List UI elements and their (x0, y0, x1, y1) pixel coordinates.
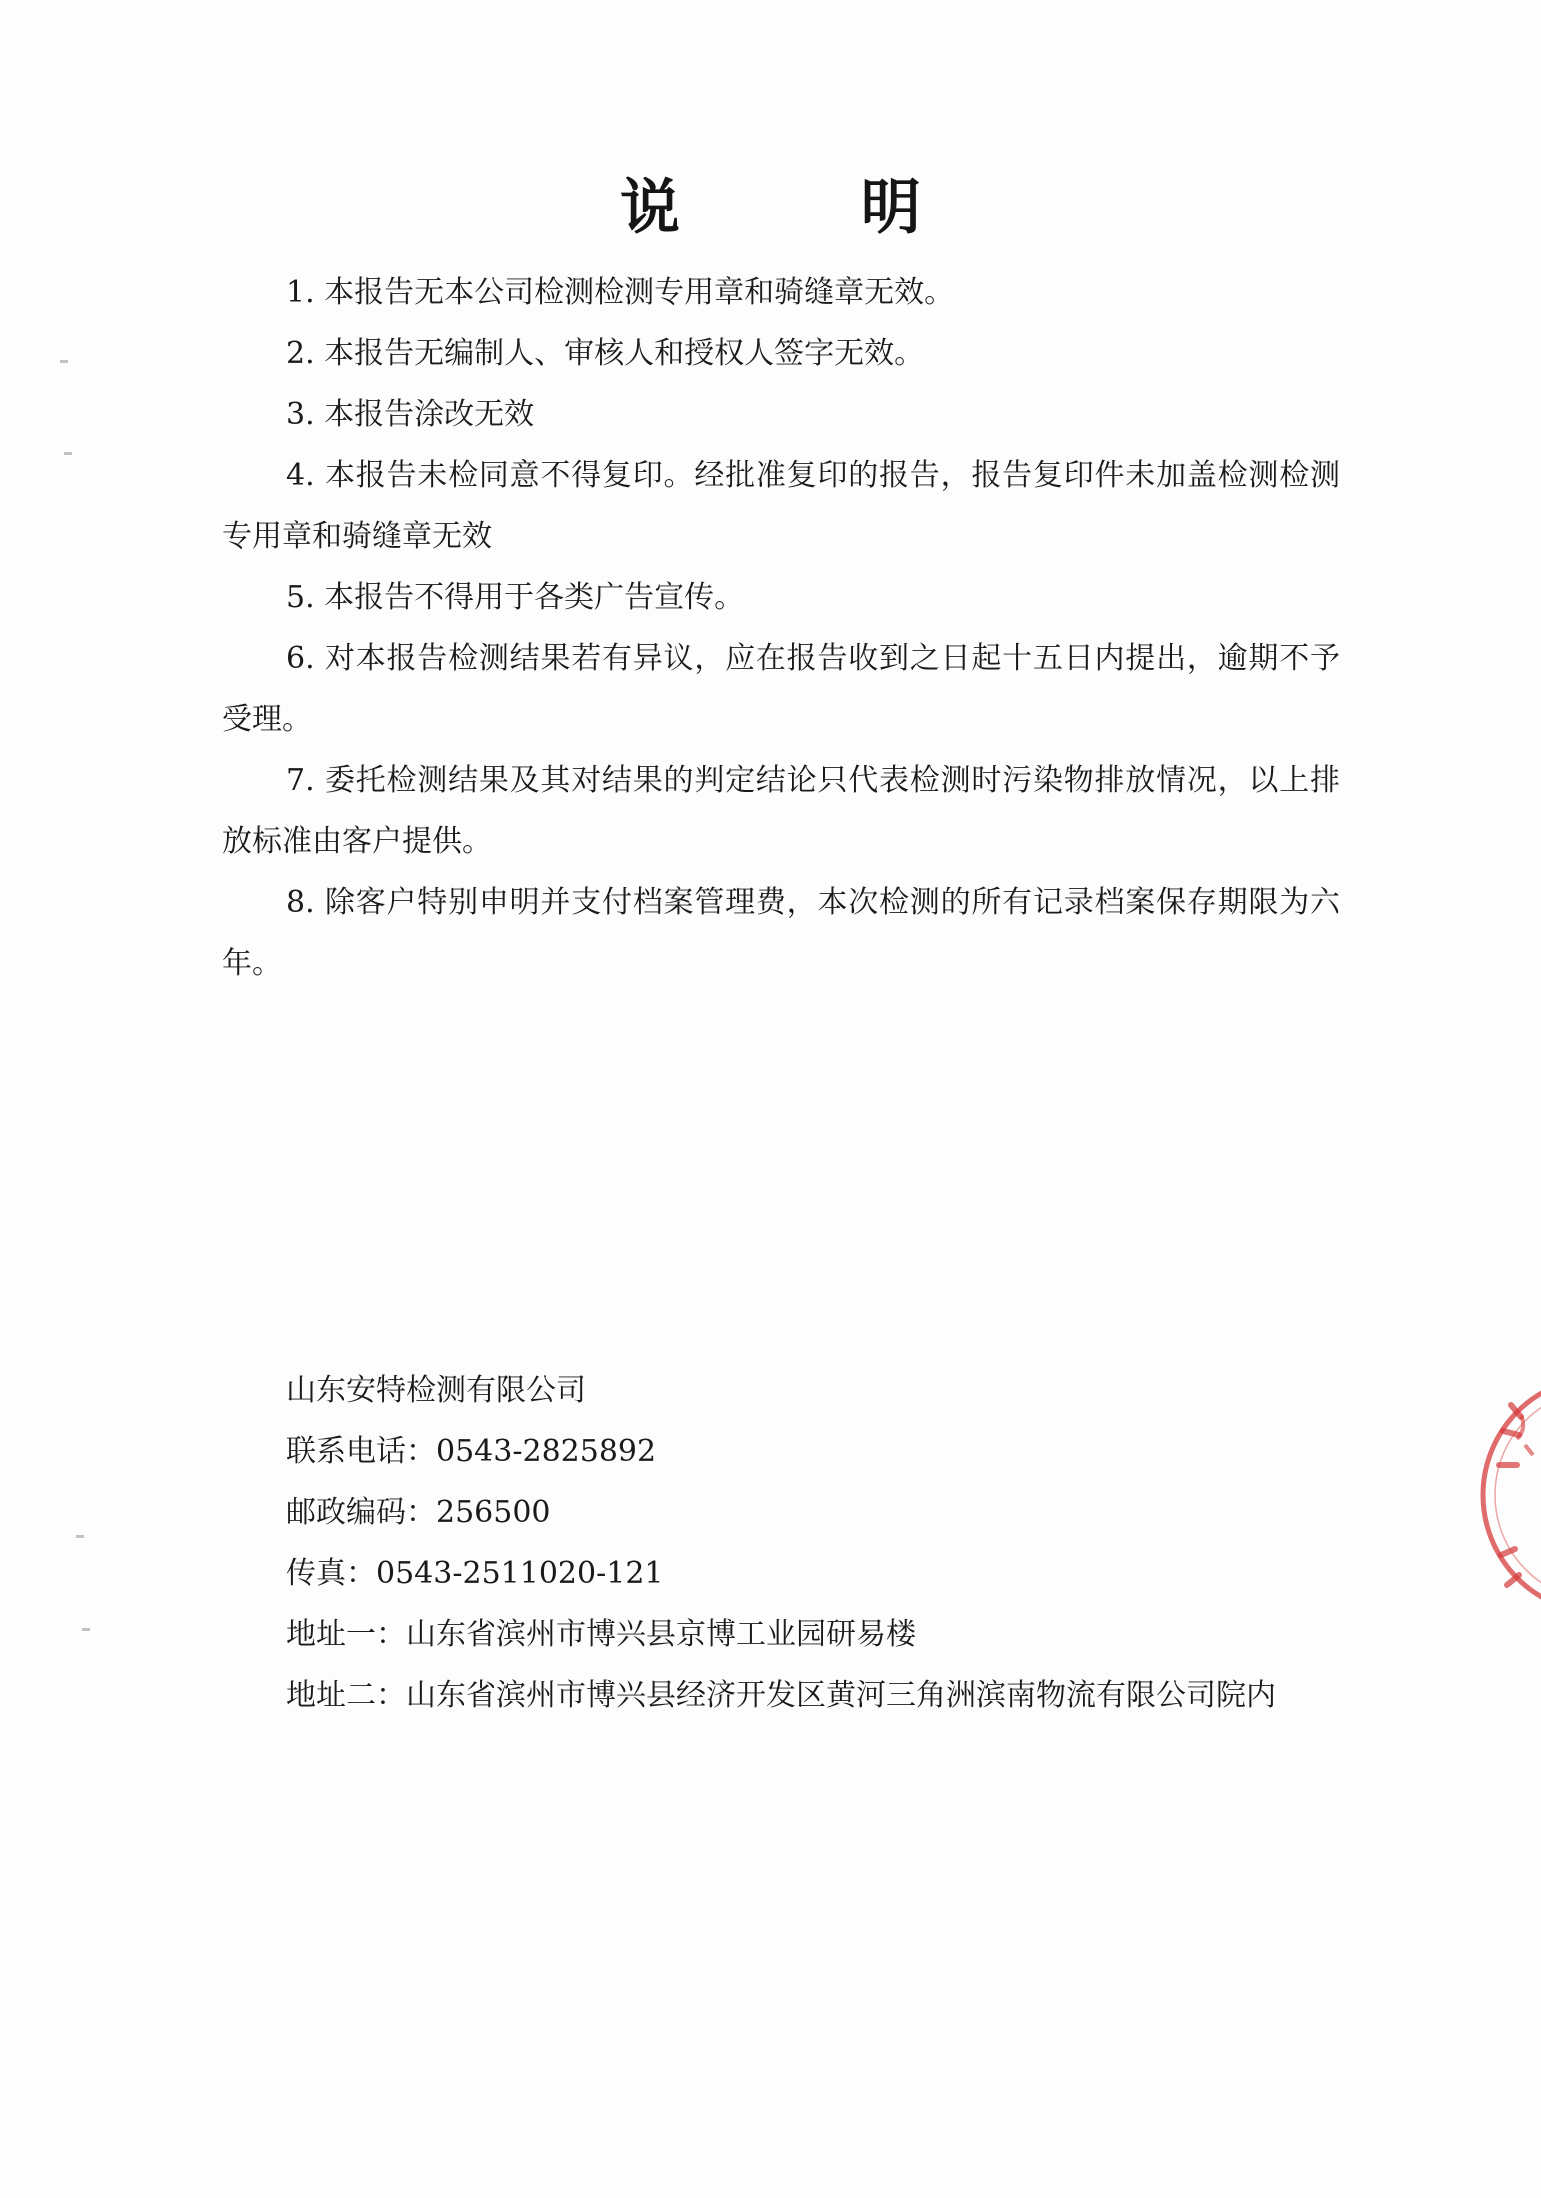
scan-speck (60, 360, 68, 363)
note-item: 1. 本报告无本公司检测检测专用章和骑缝章无效。 (286, 275, 955, 310)
contact-phone: 联系电话：0543-2825892 (286, 1434, 657, 1469)
note-item: 4. 本报告未检同意不得复印。经批准复印的报告，报告复印件未加盖检测检测专用章和骑缝章无效 (222, 458, 1340, 554)
notes-list (222, 262, 1340, 994)
scan-speck (82, 1628, 90, 1631)
postal-code: 邮政编码：256500 (286, 1495, 551, 1530)
note-item: 3. 本报告涂改无效 (286, 397, 535, 432)
fax-number: 传真：0543-2511020-121 (286, 1556, 664, 1591)
seal-stamp-icon (1451, 1345, 1541, 1645)
scan-speck (64, 452, 72, 455)
company-name: 山东安特检测有限公司 (286, 1373, 586, 1408)
note-item: 5. 本报告不得用于各类广告宣传。 (286, 580, 745, 615)
contact-block (286, 1360, 1386, 1726)
address-two: 地址二：山东省滨州市博兴县经济开发区黄河三角洲滨南物流有限公司院内 (286, 1678, 1276, 1713)
page-title: 说 明 (620, 173, 1001, 243)
address-one: 地址一：山东省滨州市博兴县京博工业园研易楼 (286, 1617, 916, 1652)
note-item: 8. 除客户特别申明并支付档案管理费，本次检测的所有记录档案保存期限为六年。 (222, 885, 1340, 981)
note-item: 2. 本报告无编制人、审核人和授权人签字无效。 (286, 336, 925, 371)
note-item: 6. 对本报告检测结果若有异议，应在报告收到之日起十五日内提出，逾期不予受理。 (222, 641, 1340, 737)
scan-speck (76, 1535, 84, 1538)
note-item: 7. 委托检测结果及其对结果的判定结论只代表检测时污染物排放情况，以上排放标准由客户提供。 (222, 763, 1340, 859)
